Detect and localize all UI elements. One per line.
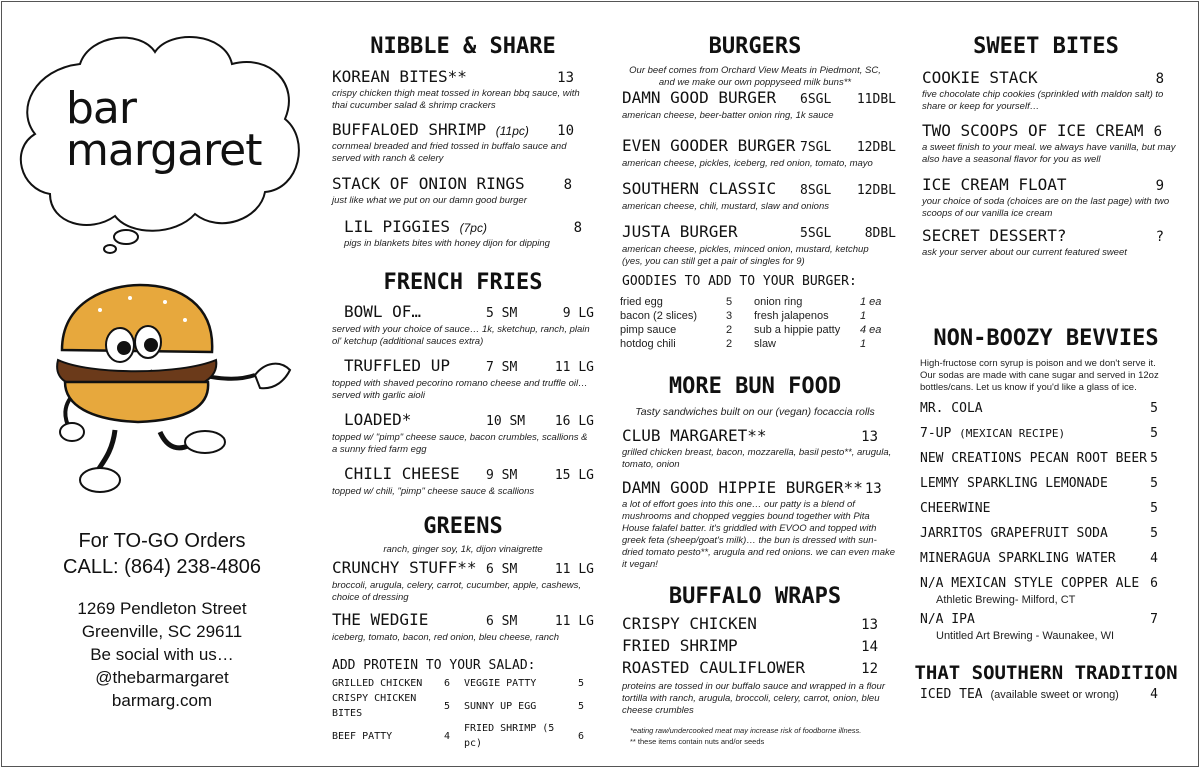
item-description: cornmeal breaded and fried tossed in buffalo sauce and served with ranch & celery — [332, 141, 567, 164]
item-price-large: 15 LG — [554, 468, 594, 483]
item-price-small: 10 SM — [486, 414, 526, 429]
menu-item — [332, 558, 594, 604]
section-title-wraps: BUFFALO WRAPS — [668, 584, 842, 609]
column-nibble-fries-greens — [332, 2, 594, 767]
list-item — [920, 686, 1158, 704]
bar-margaret-logo — [66, 83, 262, 176]
addon-name: slaw — [754, 338, 777, 350]
brewery-label: Untitled Art Brewing - Waunakee, WI — [936, 630, 1115, 642]
footnote-nuts: ** these items contain nuts and/or seeds — [630, 737, 765, 746]
addon-name: fresh jalapenos — [754, 310, 829, 322]
drink-name: LEMMY SPARKLING LEMONADE — [920, 476, 1108, 491]
item-price-double: 11DBL — [856, 92, 896, 107]
item-price: 6 — [1153, 124, 1162, 140]
item-price: 8 — [1155, 71, 1164, 87]
item-description: american cheese, pickles, minced onion, mustard, ketchup (yes, you can still get a pair of singles for 9) — [622, 244, 869, 267]
item-price-small: 9 SM — [486, 468, 518, 483]
item-description: grilled chicken breast, bacon, mozzarella, basil pesto**, arugula, tomato, onion — [622, 447, 892, 470]
item-description: crispy chicken thigh meat tossed in korean bbq sauce, with thai cucumber salad & shrimp crackers — [332, 88, 580, 111]
addon-price: 3 — [726, 310, 733, 322]
item-description: american cheese, beer-batter onion ring, 1k sauce — [622, 110, 834, 121]
addon-price: 1 — [860, 310, 867, 322]
menu-page — [1, 1, 1199, 767]
section-title-bevvies: NON-BOOZY BEVVIES — [933, 326, 1159, 351]
item-price: 13 — [861, 429, 878, 445]
menu-item — [922, 68, 1178, 113]
item-price: 14 — [861, 639, 878, 655]
section-title-fries: FRENCH FRIES — [383, 270, 543, 295]
footnote-raw-meat: *eating raw/undercooked meat may increase risk of foodborne illness. — [630, 726, 862, 735]
logo-line-bar: bar — [66, 83, 136, 134]
protein-add-title: ADD PROTEIN TO YOUR SALAD: — [332, 658, 536, 673]
drink-price: 5 — [1150, 401, 1158, 416]
drink-name: CHEERWINE — [920, 501, 991, 516]
item-name: DAMN GOOD BURGER — [622, 88, 777, 107]
addon-price: 5 — [726, 296, 733, 308]
item-price: 8 — [563, 177, 572, 193]
table-row — [620, 337, 882, 351]
item-name: STACK OF ONION RINGS — [332, 174, 525, 193]
addon-name: fried egg — [620, 296, 663, 308]
goodies-title: GOODIES TO ADD TO YOUR BURGER: — [622, 274, 857, 289]
menu-item — [344, 217, 594, 250]
item-description: your choice of soda (choices are on the last page) with two scoops of our vanilla ice cream — [922, 196, 1170, 219]
address-city: Greenville, SC 29611 — [81, 622, 243, 641]
menu-item — [622, 88, 896, 122]
item-price-small: 7 SM — [486, 360, 518, 375]
item-name: BUFFALOED SHRIMP — [332, 120, 487, 139]
item-price-double: 12DBL — [856, 183, 896, 198]
addon-name: FRIED SHRIMP (5 pc) — [464, 723, 555, 749]
table-row — [332, 721, 584, 751]
drink-name: NEW CREATIONS PECAN ROOT BEER — [920, 451, 1147, 466]
drink-price: 5 — [1150, 476, 1158, 491]
item-description: pigs in blankets bites with honey dijon for dipping — [344, 238, 550, 249]
item-price-double: 8DBL — [864, 226, 896, 241]
menu-item — [332, 610, 594, 644]
item-name: ROASTED CAULIFLOWER — [622, 658, 806, 677]
item-price-single: 6SGL — [800, 92, 832, 107]
item-name: TRUFFLED UP — [344, 356, 450, 375]
item-name: CRISPY CHICKEN — [622, 614, 757, 633]
menu-item — [622, 222, 896, 268]
social-label: Be social with us… — [90, 645, 234, 664]
menu-item — [922, 226, 1178, 259]
item-name: THE WEDGIE — [332, 610, 429, 629]
drink-price: 7 — [1150, 612, 1158, 627]
dressing-options: ranch, ginger soy, 1k, dijon vinaigrette — [383, 544, 543, 555]
item-note: (7pc) — [459, 221, 487, 235]
drink-price: 5 — [1150, 426, 1158, 441]
addon-price: 5 — [444, 700, 451, 712]
addon-name: CRISPY CHICKEN BITES — [332, 693, 417, 719]
item-description: a sweet finish to your meal. we always have vanilla, but may also have a seasonal flavor for you as well — [922, 142, 1176, 165]
menu-item — [622, 179, 896, 213]
list-item — [920, 400, 1158, 418]
item-name: SECRET DESSERT? — [922, 226, 1067, 245]
addon-name: BEEF PATTY — [332, 730, 393, 742]
item-price: 9 — [1155, 178, 1164, 194]
burgers-intro: Our beef comes from Orchard View Meats in Piedmont, SC, and we make our own poppyseed milk buns** — [629, 65, 881, 88]
drink-price: 4 — [1150, 551, 1158, 566]
item-price: 13 — [864, 481, 882, 497]
drink-list — [920, 400, 1158, 643]
addon-price: 6 — [577, 730, 584, 742]
item-description: ask your server about our current featured sweet — [922, 247, 1127, 258]
menu-item — [332, 120, 594, 165]
list-item — [920, 425, 1158, 443]
menu-item — [332, 410, 594, 456]
column-burgers-bun-wraps — [614, 2, 896, 767]
menu-item — [622, 478, 896, 571]
drink-price: 6 — [1150, 576, 1158, 591]
addon-price: 2 — [726, 324, 733, 336]
drink-note: (MEXICAN RECIPE) — [959, 427, 1066, 440]
list-item — [920, 550, 1158, 568]
wraps-description: proteins are tossed in our buffalo sauce and wrapped in a flour tortilla with ranch, arugula, broccoli, celery, carrot, onion, bleu cheese crumbles — [622, 681, 885, 716]
menu-item — [922, 175, 1178, 220]
item-price: 12 — [861, 661, 878, 677]
addon-price: 4 — [444, 730, 451, 742]
item-price-large: 11 LG — [554, 614, 594, 629]
column-sweets-bevvies — [914, 2, 1178, 767]
protein-table — [332, 676, 584, 751]
drink-name: 7-UP — [920, 426, 952, 441]
drink-name: N/A MEXICAN STYLE COPPER ALE — [920, 576, 1140, 591]
item-price: 8 — [573, 220, 582, 236]
addon-name: bacon (2 slices) — [620, 310, 698, 322]
brewery-label: Athletic Brewing- Milford, CT — [936, 594, 1076, 606]
menu-item — [332, 302, 594, 348]
item-price: 13 — [557, 70, 574, 86]
drink-name: ICED TEA — [920, 687, 983, 702]
website: barmarg.com — [111, 691, 213, 710]
section-title-bun-food: MORE BUN FOOD — [668, 374, 842, 399]
logo-line-margaret: margaret — [66, 125, 262, 176]
drink-price: 5 — [1150, 451, 1158, 466]
addon-price: 5 — [577, 678, 584, 689]
list-item — [920, 500, 1158, 518]
drink-name: N/A IPA — [920, 612, 975, 627]
item-name: FRIED SHRIMP — [622, 636, 738, 655]
menu-item — [622, 426, 896, 471]
item-description: a lot of effort goes into this one… our patty is a blend of mushrooms and chopped veggies bound together with Pita House falafel batter. it's griddled with EVOO and topped with greek feta (sheep/goat's milk)… the bun is dressed with sun-dried tomato pesto**, arugula and red onions. we can even make it vegan! — [622, 499, 896, 570]
list-item — [920, 450, 1158, 468]
item-description: topped w/ chili, "pimp" cheese sauce & scallions — [332, 486, 535, 497]
item-name: TWO SCOOPS OF ICE CREAM — [922, 121, 1144, 140]
item-price-large: 11 LG — [554, 360, 594, 375]
item-description: iceberg, tomato, bacon, red onion, bleu cheese, ranch — [332, 632, 560, 643]
item-price-large: 11 LG — [554, 562, 594, 577]
item-price: ? — [1155, 229, 1164, 245]
item-name: EVEN GOODER BURGER — [622, 136, 796, 155]
item-price: 10 — [557, 123, 574, 139]
item-name: LIL PIGGIES — [344, 217, 450, 236]
addon-price: 1 — [860, 338, 867, 350]
addon-name: VEGGIE PATTY — [464, 678, 537, 689]
menu-item — [622, 636, 896, 657]
item-description: five chocolate chip cookies (sprinkled with maldon salt) to share or keep for yourself… — [922, 89, 1164, 112]
section-title-greens: GREENS — [423, 514, 503, 539]
addon-name: hotdog chili — [620, 338, 676, 350]
item-name: DAMN GOOD HIPPIE BURGER** — [622, 478, 863, 497]
item-price: 13 — [861, 617, 878, 633]
list-item — [920, 525, 1158, 543]
menu-item — [332, 67, 594, 112]
item-price-large: 16 LG — [554, 414, 594, 429]
item-price-single: 7SGL — [800, 140, 832, 155]
item-description: served with your choice of sauce… 1k, sketchup, ranch, plain ol' ketchup (additional sauces extra) — [332, 324, 590, 347]
item-name: ICE CREAM FLOAT — [922, 175, 1067, 194]
item-name: CLUB MARGARET** — [622, 426, 767, 445]
item-description: topped with shaved pecorino romano cheese and truffle oil… served with garlic aioli — [332, 378, 588, 401]
list-item — [920, 475, 1158, 493]
item-description: just like what we put on our damn good burger — [332, 195, 527, 206]
brand-panel — [2, 2, 322, 767]
item-name: CRUNCHY STUFF** — [332, 558, 477, 577]
drink-name: MINERAGUA SPARKLING WATER — [920, 551, 1116, 566]
menu-item — [332, 356, 594, 402]
section-title-southern: THAT SOUTHERN TRADITION — [914, 662, 1178, 684]
addon-name: pimp sauce — [620, 324, 677, 336]
list-item — [920, 611, 1158, 629]
drink-name: MR. COLA — [920, 401, 983, 416]
drink-price: 5 — [1150, 526, 1158, 541]
item-name: COOKIE STACK — [922, 68, 1038, 87]
section-title-burgers: BURGERS — [708, 34, 802, 59]
item-price-large: 9 LG — [562, 306, 594, 321]
addon-name: SUNNY UP EGG — [464, 700, 537, 712]
address-street: 1269 Pendleton Street — [77, 599, 247, 618]
bun-intro: Tasty sandwiches built on our (vegan) focaccia rolls — [635, 406, 875, 418]
item-price-single: 8SGL — [800, 183, 832, 198]
addon-name: sub a hippie patty — [754, 324, 841, 336]
addon-price: 5 — [577, 700, 584, 712]
drink-name: JARRITOS GRAPEFRUIT SODA — [920, 526, 1108, 541]
item-price-double: 12DBL — [856, 140, 896, 155]
item-price-small: 6 SM — [486, 562, 518, 577]
item-name: LOADED* — [344, 410, 412, 429]
menu-item — [332, 464, 594, 498]
bevvies-intro: High-fructose corn syrup is poison and we don't serve it. Our sodas are made with cane sugar and served in 12oz bottles/cans. Let us know if you'd like a glass of ice. — [920, 358, 1159, 393]
item-note: (11pc) — [495, 124, 529, 138]
menu-item — [622, 614, 896, 635]
goodies-table — [620, 295, 882, 351]
item-description: american cheese, pickles, iceberg, red onion, tomato, mayo — [622, 158, 873, 169]
item-name: KOREAN BITES** — [332, 67, 467, 86]
item-description: topped w/ "pimp" cheese sauce, bacon crumbles, scallions & a sunny fried farm egg — [332, 432, 588, 455]
item-description: american cheese, chili, mustard, slaw and onions — [622, 201, 829, 212]
addon-price: 4 ea — [860, 324, 882, 336]
item-description: broccoli, arugula, celery, carrot, cucumber, apple, cashews, choice of dressing — [332, 580, 582, 603]
menu-item — [922, 121, 1178, 166]
drink-note: (available sweet or wrong) — [990, 689, 1119, 701]
phone-number: CALL: (864) 238-4806 — [63, 556, 261, 578]
menu-item — [332, 174, 594, 207]
item-name: SOUTHERN CLASSIC — [622, 179, 777, 198]
item-price-single: 5SGL — [800, 226, 832, 241]
item-name: CHILI CHEESE — [344, 464, 460, 483]
table-row — [332, 691, 584, 721]
item-name: BOWL OF… — [344, 302, 422, 321]
contact-info — [2, 528, 322, 712]
table-row — [620, 309, 882, 323]
drink-price: 5 — [1150, 501, 1158, 516]
item-price-small: 6 SM — [486, 614, 518, 629]
drink-price: 4 — [1150, 687, 1158, 702]
table-row — [620, 295, 882, 309]
addon-name: GRILLED CHICKEN — [332, 678, 423, 689]
table-row — [332, 676, 584, 691]
togo-label: For TO-GO Orders — [78, 530, 246, 552]
addon-price: 1 ea — [860, 296, 882, 308]
social-handle: @thebarmargaret — [95, 668, 229, 687]
burger-mascot-icon — [40, 280, 300, 500]
section-title-nibble: NIBBLE & SHARE — [370, 34, 556, 59]
menu-item — [622, 658, 896, 679]
menu-item — [622, 136, 896, 170]
addon-price: 6 — [444, 678, 451, 689]
addon-price: 2 — [726, 338, 733, 350]
item-name: JUSTA BURGER — [622, 222, 738, 241]
section-title-sweet: SWEET BITES — [973, 34, 1119, 59]
addon-name: onion ring — [754, 296, 803, 308]
list-item — [920, 575, 1158, 593]
item-price-small: 5 SM — [486, 306, 518, 321]
table-row — [620, 323, 882, 337]
